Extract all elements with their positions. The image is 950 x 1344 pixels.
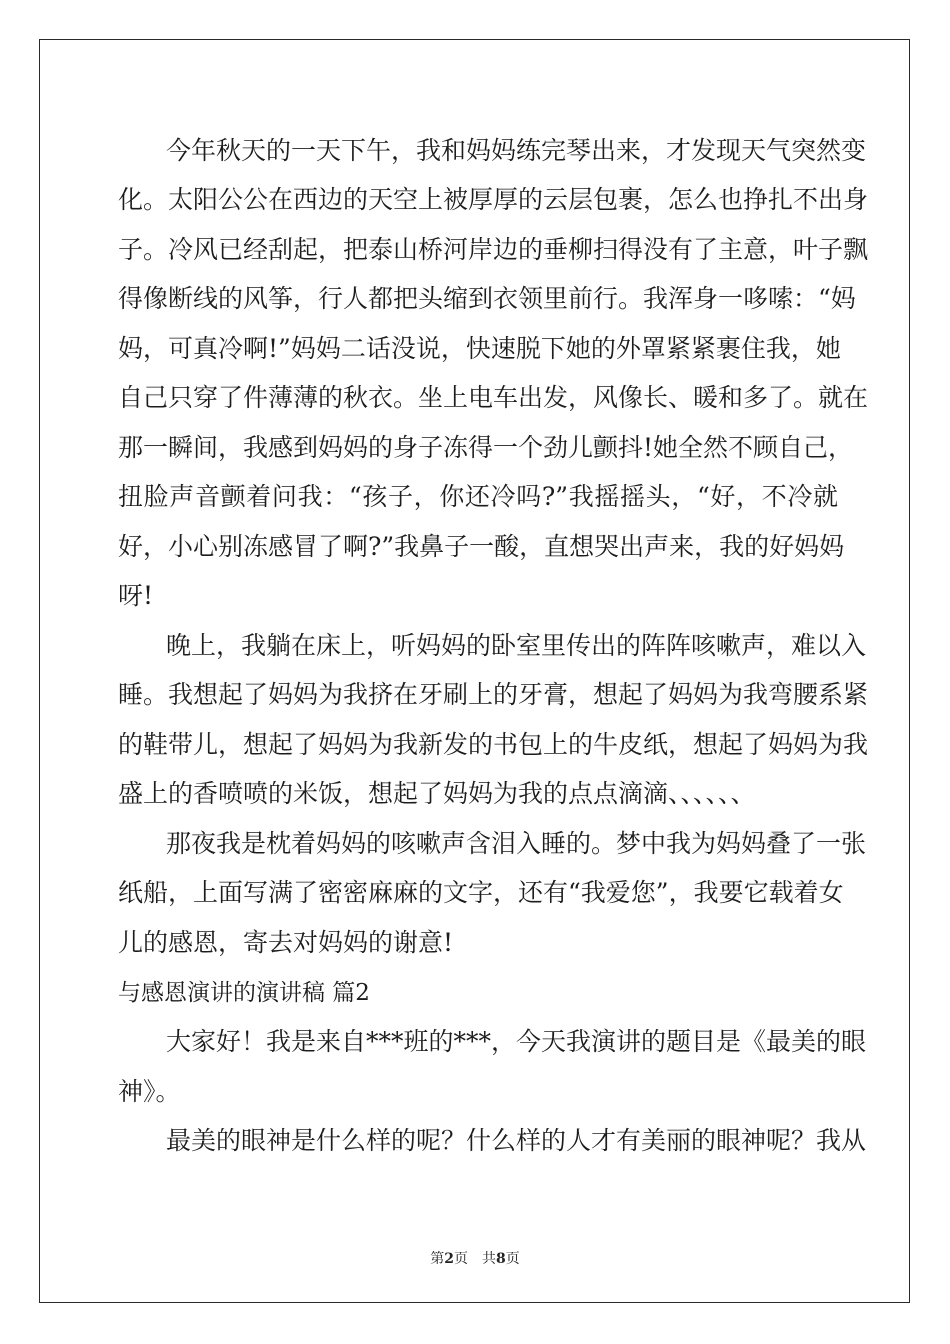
paragraph-line: 那一瞬间，我感到妈妈的身子冻得一个劲儿颤抖!她全然不顾自己， [118,433,854,462]
paragraph-line: 睡。我想起了妈妈为我挤在牙刷上的牙膏，想起了妈妈为我弯腰系紧 [118,680,869,709]
paragraph-line: 晚上，我躺在床上，听妈妈的卧室里传出的阵阵咳嗽声，难以入 [166,631,867,660]
paragraph-line: 好，小心别冻感冒了啊?”我鼻子一酸，直想哭出声来，我的好妈妈 [118,532,845,561]
total-page-number: 8 [496,1251,506,1267]
paragraph-line: 子。冷风已经刮起，把泰山桥河岸边的垂柳扫得没有了主意，叶子飘 [118,235,869,264]
page-border [39,39,910,1303]
current-page-number: 2 [444,1251,454,1267]
footer-middle: 页 共 [454,1251,496,1267]
paragraph-line: 今年秋天的一天下午，我和妈妈练完琴出来，才发现天气突然变 [166,136,867,165]
footer-suffix: 页 [505,1251,520,1267]
paragraph-line: 那夜我是枕着妈妈的咳嗽声含泪入睡的。梦中我为妈妈叠了一张 [166,829,867,858]
paragraph-line: 化。太阳公公在西边的天空上被厚厚的云层包裹，怎么也挣扎不出身 [118,185,869,214]
section-heading: 与感恩演讲的演讲稿 篇2 [118,980,370,1006]
paragraph-line: 大家好！我是来自***班的***，今天我演讲的题目是《最美的眼 [166,1027,867,1056]
footer-prefix: 第 [430,1251,445,1267]
paragraph-line: 盛上的香喷喷的米饭，想起了妈妈为我的点点滴滴、、、、、、 [118,779,756,808]
paragraph-line: 扭脸声音颤着问我：“孩子，你还冷吗?”我摇摇头，“好，不冷就 [118,482,838,511]
paragraph-line: 的鞋带儿，想起了妈妈为我新发的书包上的牛皮纸，想起了妈妈为我 [118,730,869,759]
page-footer [0,1248,950,1268]
paragraph-line: 神》。 [118,1077,181,1106]
paragraph-line: 儿的感恩，寄去对妈妈的谢意! [118,928,454,957]
paragraph-line: 自己只穿了件薄薄的秋衣。坐上电车出发，风像长、暖和多了。就在 [118,383,869,412]
paragraph-line: 妈，可真冷啊!”妈妈二话没说，快速脱下她的外罩紧紧裹住我，她 [118,334,841,363]
paragraph-line: 纸船，上面写满了密密麻麻的文字，还有“我爱您”，我要它载着女 [118,878,844,907]
paragraph-line: 最美的眼神是什么样的呢？什么样的人才有美丽的眼神呢？我从 [166,1126,867,1155]
paragraph-line: 得像断线的风筝，行人都把头缩到衣领里前行。我浑身一哆嗦：“妈 [118,284,856,313]
paragraph-line: 呀! [118,581,154,610]
